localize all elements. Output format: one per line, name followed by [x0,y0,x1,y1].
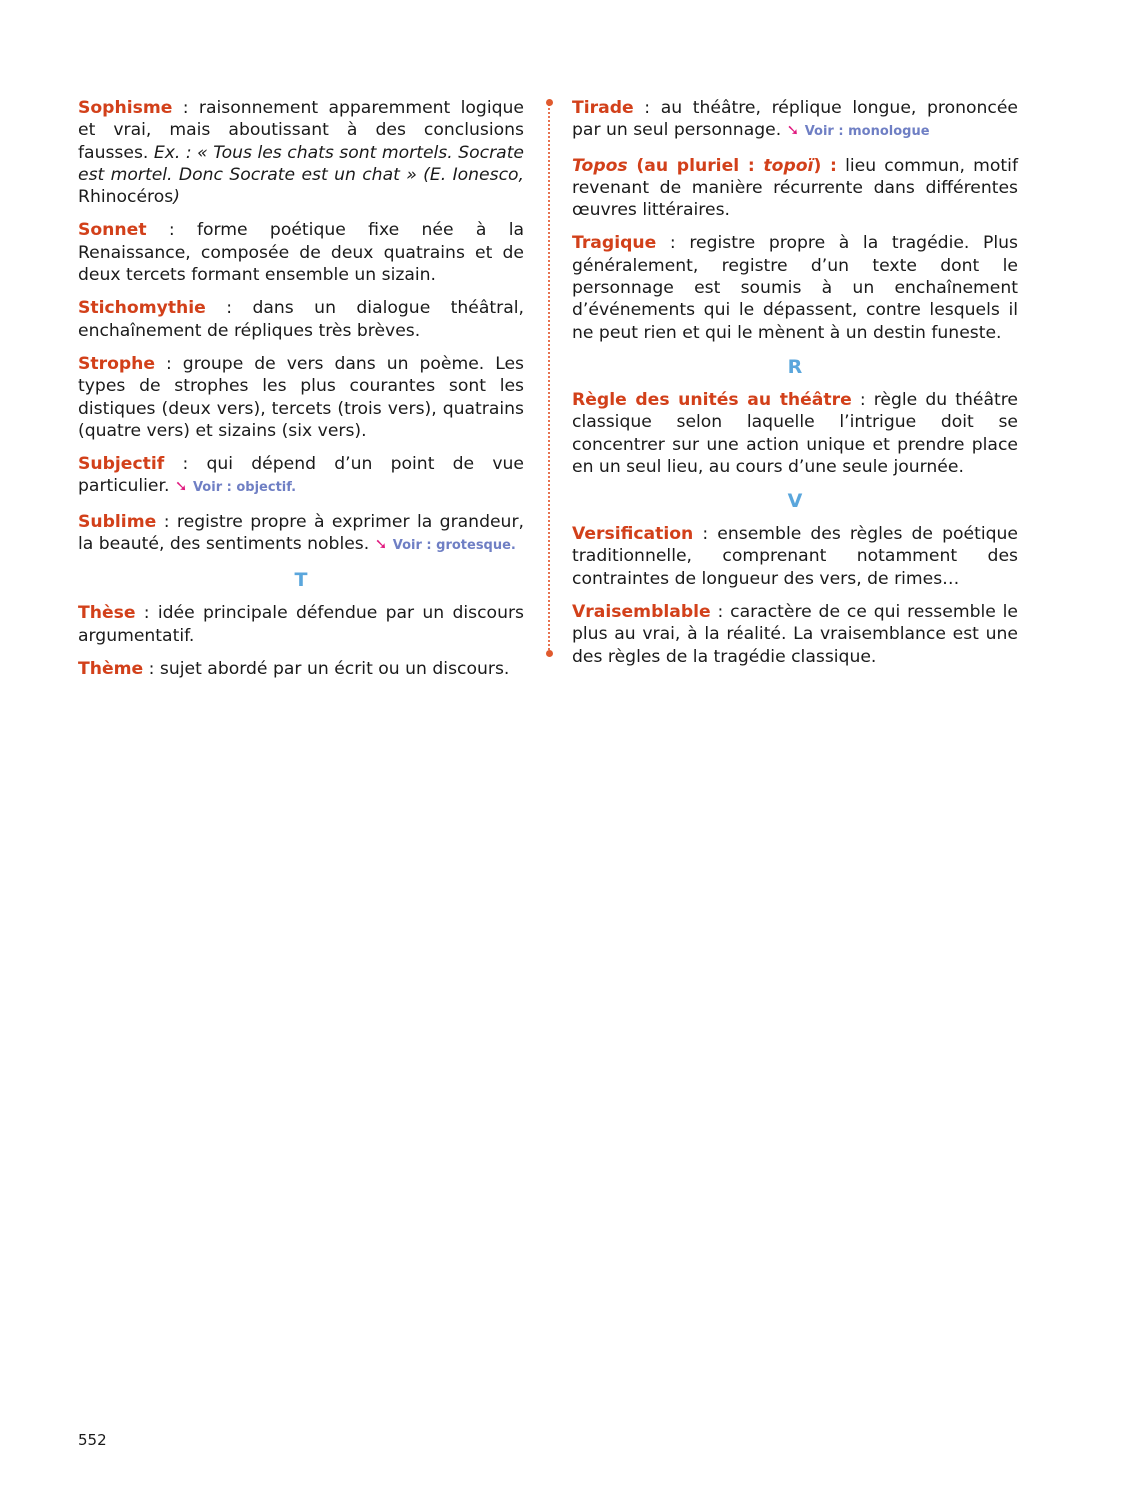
definition: : dans un dialogue théâtral, enchaînement de répliques très brèves. [78,298,524,341]
entry-tirade [572,97,1018,144]
definition: lieu commun, motif revenant de manière récurrente dans différentes œuvres littéraires. [572,155,1018,221]
example: Ex. : « Tous les chats sont mortels. Socrate est mortel. Donc Socrate est un chat » (E. Ionesco, [78,142,525,185]
definition: : ensemble des règles de poétique traditionnelle, comprenant notamment des contraintes de longueur des vers, de rimes… [572,524,1018,589]
term: Sonnet [78,220,147,241]
term: Strophe [78,353,156,374]
term [572,156,837,176]
entry-strophe [78,353,524,442]
definition: : groupe de vers dans un poème. Les types de strophes les plus courantes sont les distiques (deux vers), tercets (trois vers), quatrains (quatre vers) et sizains (six vers). [78,353,524,441]
term-italic: Topos [572,155,628,176]
definition: : caractère de ce qui ressemble le plus au vrai, à la réalité. La vraisemblance est une des règles de la tragédie classique. [572,602,1018,667]
term: Sophisme [78,98,173,118]
definition: : registre propre à la tragédie. Plus généralement, registre d’un texte dont le personnage est soumis à un enchaînement d’événements qui le dépassent, contre lesquels il ne peut rien et qui le mènent à un destin funeste. [572,233,1018,343]
entry-stichomythie [78,297,524,342]
term: Sublime [78,511,157,532]
section-letter-v: V [787,490,803,513]
entry-these [78,602,524,647]
example-close: ) [173,187,180,208]
term: Stichomythie [78,298,206,319]
entry-subjectif [78,453,524,500]
see-also-link[interactable]: Voir : objectif. [192,480,297,496]
term-plural: topoï [763,155,814,176]
section-letter-t: T [294,569,308,592]
definition: : sujet abordé par un écrit ou un discours. [143,658,510,679]
term-close: ) : [813,155,837,176]
entry-regle-des-unites [572,389,1018,478]
term-plural-label: (au pluriel : [627,155,764,176]
term: Subjectif [78,454,165,475]
arrow-icon: ➘ [786,121,800,140]
divider-dot-bottom [546,650,553,657]
entry-vraisemblable [572,601,1018,668]
term: Versification [572,524,694,545]
definition: : idée principale défendue par un discours argumentatif. [78,603,524,646]
left-column [78,97,524,691]
work-title: Rhinocéros [78,187,174,208]
definition: : au théâtre, réplique longue, prononcée par un seul personnage. [572,98,1018,141]
entry-sophisme [78,97,524,208]
term: Thèse [78,603,136,624]
entry-sublime [78,511,524,558]
entry-theme [78,658,524,680]
see-also-link[interactable]: Voir : monologue [804,124,930,140]
right-column [572,97,1018,679]
term: Tirade [572,98,634,118]
definition: : qui dépend d’un point de vue particulier. [78,454,524,497]
entry-topos [572,155,1018,222]
term: Vraisemblable [572,602,711,623]
arrow-icon: ➘ [174,477,188,496]
definition: : forme poétique fixe née à la Renaissance, composée de deux quatrains et de deux tercets formant ensemble un sizain. [78,220,524,286]
section-letter-r: R [787,355,803,378]
definition: : règle du théâtre classique selon laquelle l’intrigue doit se concentrer sur une action unique et prendre place en un seul lieu, au cours d’une seule journée. [572,389,1018,477]
definition: : registre propre à exprimer la grandeur, la beauté, des sentiments nobles. [78,511,524,555]
divider-dot-top [546,99,553,106]
term: Règle des unités au théâtre [572,389,852,410]
term: Thème [78,658,144,679]
arrow-icon: ➘ [374,535,388,554]
definition: : raisonnement apparemment logique et vrai, mais aboutissant à des conclusions fausses. [78,98,524,163]
entry-sonnet [78,219,524,286]
page-number: 552 [78,1431,107,1449]
column-divider [548,104,550,654]
see-also-link[interactable]: Voir : grotesque. [392,538,516,554]
entry-versification [572,523,1018,590]
term: Tragique [572,233,657,254]
entry-tragique [572,232,1018,343]
